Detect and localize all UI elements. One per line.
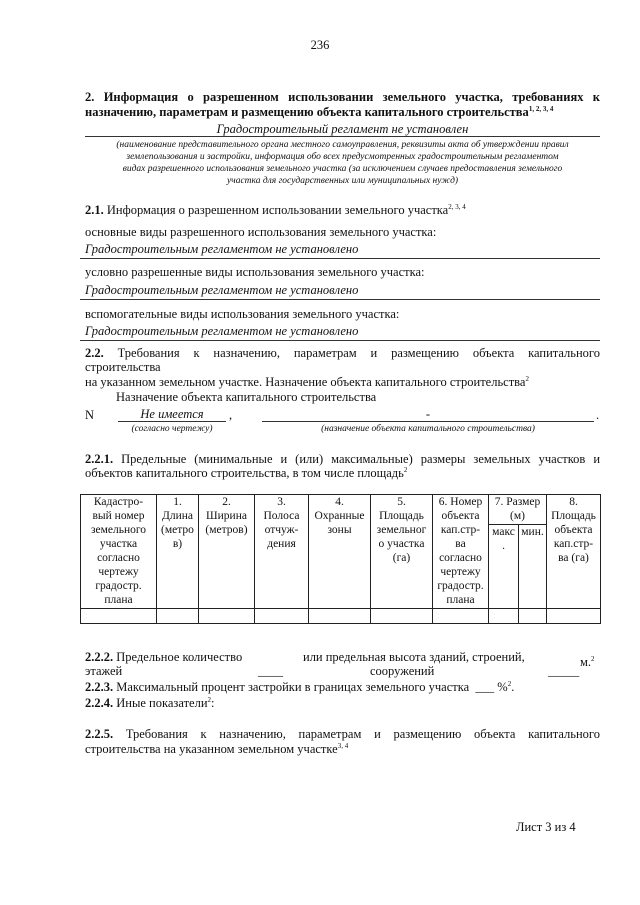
- main-uses-underline: [80, 258, 600, 259]
- table-cell: [519, 609, 547, 624]
- col-cadastral-header: Кадастро- вый номер земельного участка согласно чертежу градостр. плана: [81, 495, 157, 609]
- table-cell: [547, 609, 601, 624]
- col-object-area-header: 8. Площадь объекта кап.стр- ва (га): [547, 495, 601, 609]
- col-land-area-header: 5. Площадь земельног о участка (га): [371, 495, 433, 609]
- s2-2-5-line2: строительства на указанном земельном участке$^{3, 4}$: [85, 741, 349, 756]
- table-cell: [433, 609, 489, 624]
- regulation-note: [85, 139, 600, 187]
- s2-1-heading: 2.1. Информация о разрешенном использовании земельного участка$^{2, 3, 4}$: [85, 202, 466, 217]
- regulation-underline: [85, 136, 600, 137]
- s2-2-line2: строительства: [85, 360, 161, 374]
- n-comma: ,: [229, 408, 233, 422]
- col-object-number-header: 6. Номер объекта кап.стр- ва согласно чертежу градостр. плана: [433, 495, 489, 609]
- s2-2-line3: на указанном земельном участке. Назначение объекта капитального строительства$^2$: [85, 374, 529, 389]
- note-line: участка для государственных или муниципальных нужд): [226, 176, 459, 186]
- structures-label: сооружений: [370, 664, 435, 678]
- table-header-row: [81, 495, 601, 525]
- section-2-title-line1: 2. Информация о разрешенном использовании земельного участка, требованиях к: [85, 90, 600, 104]
- purpose-underline: [262, 421, 594, 422]
- purpose-value: -: [425, 407, 431, 421]
- parameters-table: [80, 494, 601, 624]
- col-size-max-header: макс .: [489, 525, 519, 609]
- s2-2-1-line2: объектов капитального строительства, в том числе площадь$^2$: [85, 465, 408, 480]
- table-cell: [199, 609, 255, 624]
- table-cell: [255, 609, 309, 624]
- s2-2-2-line1: 2.2.2. Предельное количество: [85, 650, 243, 664]
- section-2-title-line2: назначению, параметрам и размещению объекта капитального строительства$^{1, 2, 3, 4}$: [85, 104, 554, 119]
- table-cell: [309, 609, 371, 624]
- n-underline: [118, 421, 226, 422]
- page-number: 236: [310, 38, 330, 52]
- table-cell: [157, 609, 199, 624]
- purpose-period: .: [596, 408, 600, 422]
- note-line: (наименование представительного органа местного самоуправления, реквизиты акта об утверждении правил: [116, 140, 569, 150]
- floors-blank: ____: [258, 664, 283, 678]
- s2-2-3-line: 2.2.3. Максимальный процент застройки в границах земельного участка ___ %$^2$.: [85, 679, 515, 694]
- table-cell: [371, 609, 433, 624]
- conditional-uses-value: Градостроительным регламентом не установлено: [85, 283, 359, 297]
- col-size-header: 7. Размер (м): [489, 495, 547, 525]
- col-strip-header: 3. Полоса отчуж- дения: [255, 495, 309, 609]
- table-cell: [81, 609, 157, 624]
- floors-label: этажей: [85, 664, 123, 678]
- auxiliary-uses-label: вспомогательные виды использования земельного участка:: [85, 307, 400, 321]
- regulation-value: Градостроительный регламент не установлен: [216, 122, 469, 136]
- s2-2-2-text-b: или предельная высота зданий, строений,: [303, 650, 525, 664]
- purpose-caption: (назначение объекта капитального строительства): [321, 424, 535, 434]
- auxiliary-uses-value: Градостроительным регламентом не установлено: [85, 324, 359, 338]
- table-cell: [489, 609, 519, 624]
- conditional-uses-label: условно разрешенные виды использования земельного участка:: [85, 265, 425, 279]
- col-length-header: 1. Длина (метро в): [157, 495, 199, 609]
- note-line: видах разрешенного использования земельного участка (за исключением случаев предоставления земельного: [122, 164, 563, 174]
- conditional-uses-underline: [80, 299, 600, 300]
- auxiliary-uses-underline: [80, 340, 600, 341]
- sheet-counter: Лист 3 из 4: [516, 820, 576, 834]
- coverage-blank: ___: [475, 680, 495, 694]
- col-width-header: 2. Ширина (метров): [199, 495, 255, 609]
- n-value: Не имеется: [140, 407, 204, 421]
- s2-2-1-line1: 2.2.1. Предельные (минимальные и (или) максимальные) размеры земельных участков и: [85, 452, 601, 466]
- n-caption: (согласно чертежу): [131, 424, 213, 434]
- col-size-min-header: мин.: [519, 525, 547, 609]
- purpose-heading: Назначение объекта капитального строительства: [116, 390, 377, 404]
- main-uses-label: основные виды разрешенного использования земельного участка:: [85, 225, 437, 239]
- n-label: N: [85, 408, 95, 422]
- main-uses-value: Градостроительным регламентом не установлено: [85, 242, 359, 256]
- height-blank: _____: [548, 664, 580, 678]
- s2-2-4-line: 2.2.4. Иные показатели$^2$:: [85, 695, 215, 710]
- s2-2-line1: 2.2. Требования к назначению, параметрам и размещению объекта капитального: [85, 346, 600, 360]
- table-row: [81, 609, 601, 624]
- col-zones-header: 4. Охранные зоны: [309, 495, 371, 609]
- note-line: землепользования и застройки, информация обо всех предусмотренных градостроительным регламентом: [126, 152, 559, 162]
- s2-2-2-unit: м.$^2$: [580, 654, 595, 669]
- s2-2-5-line1: 2.2.5. Требования к назначению, параметрам и размещению объекта капитального: [85, 727, 600, 741]
